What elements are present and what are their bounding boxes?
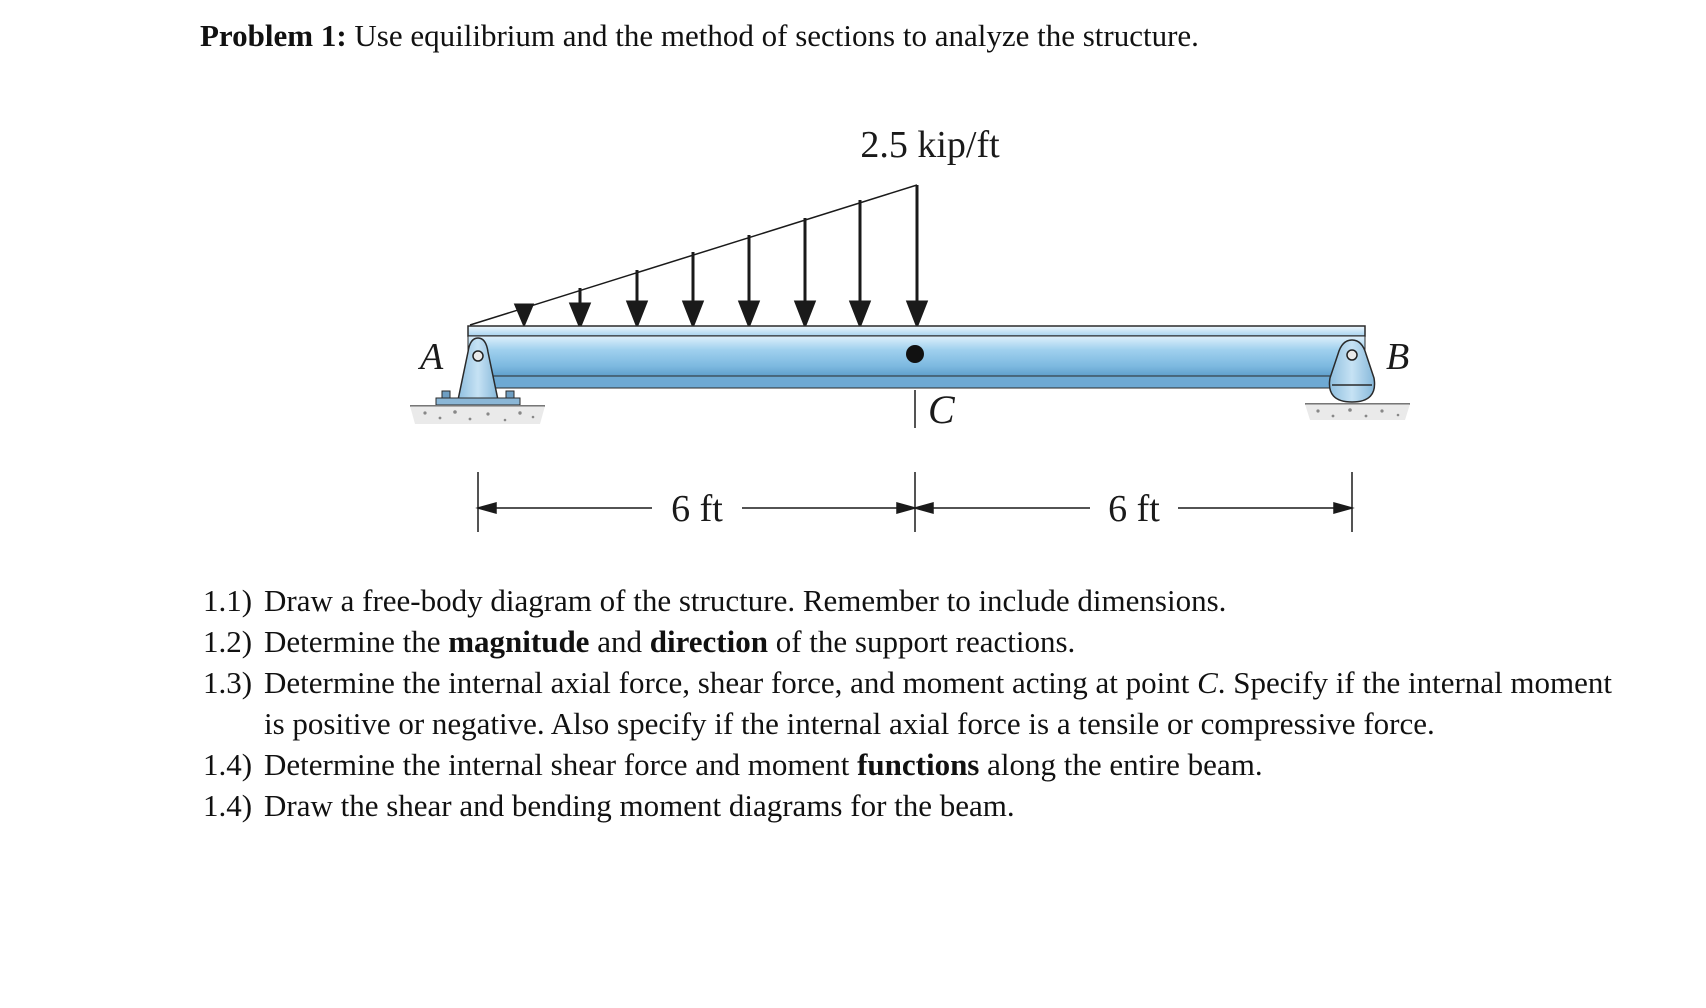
label-b: B <box>1386 336 1410 378</box>
dimension-lines <box>478 472 1352 532</box>
question-text-part: of the support reactions. <box>767 624 1076 659</box>
question-text <box>264 662 1623 744</box>
load-label: 2.5 kip/ft <box>860 124 1000 166</box>
question-item <box>203 785 1623 826</box>
load-arrows <box>516 185 926 326</box>
emphasis-text: magnitude <box>448 624 590 659</box>
question-number: 1.3) <box>203 665 253 700</box>
question-item <box>203 744 1623 785</box>
question-number: 1.4) <box>203 788 253 823</box>
question-text-part: Determine the <box>264 624 449 659</box>
question-text-part: along the entire beam. <box>979 747 1263 782</box>
question-text-part: . Specify if the internal moment is positive or negative. Also specify if the internal axial force is a tensile or compressive force. <box>264 665 1613 741</box>
question-item <box>203 621 1623 662</box>
question-text <box>264 785 1623 826</box>
question-number: 1.2) <box>203 624 253 659</box>
question-text-part: Draw a free-body diagram of the structure. Remember to include dimensions. <box>264 583 1227 618</box>
label-c: C <box>928 387 955 432</box>
question-text-part: Determine the internal shear force and moment <box>264 747 858 782</box>
point-c-dot <box>906 345 924 363</box>
label-a: A <box>420 336 444 378</box>
question-text-part: Determine the internal axial force, shear force, and moment acting at point <box>264 665 1198 700</box>
question-item <box>203 580 1623 621</box>
distributed-load <box>470 185 926 326</box>
emphasis-text: functions <box>857 747 980 782</box>
question-number: 1.4) <box>203 747 253 782</box>
question-text <box>264 744 1623 785</box>
question-number: 1.1) <box>203 583 253 618</box>
dim-left-label: 6 ft <box>671 488 723 530</box>
dim-right-label: 6 ft <box>1108 488 1160 530</box>
question-text <box>264 621 1623 662</box>
question-list <box>203 580 1623 826</box>
question-text-part: and <box>589 624 650 659</box>
question-text-part: Draw the shear and bending moment diagrams for the beam. <box>264 788 1015 823</box>
question-item <box>203 662 1623 744</box>
problem-label: Problem 1: <box>200 18 347 53</box>
emphasis-text: direction <box>649 624 768 659</box>
problem-statement: Use equilibrium and the method of sections to analyze the structure. <box>354 18 1199 53</box>
italic-text: C <box>1197 665 1218 700</box>
question-text <box>264 580 1623 621</box>
